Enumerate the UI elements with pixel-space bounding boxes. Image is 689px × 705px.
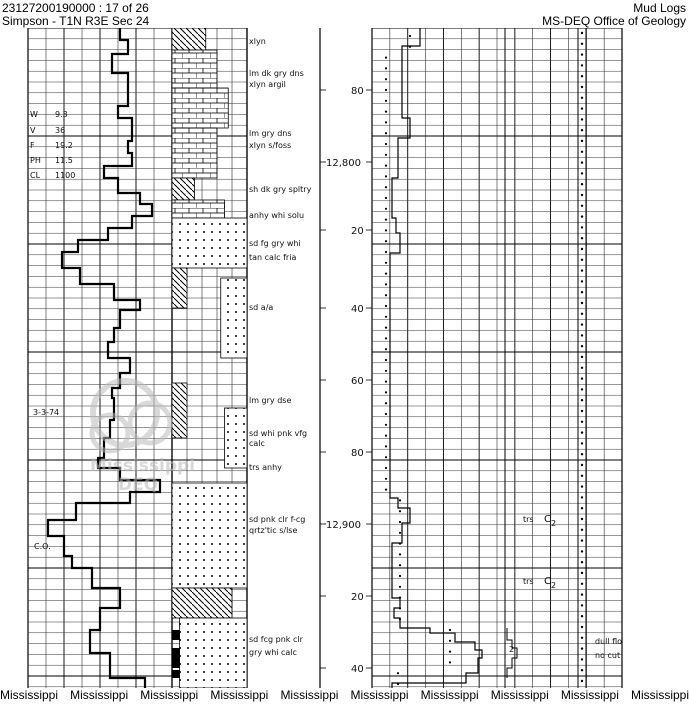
ref-dot	[581, 280, 583, 282]
ref-dot	[581, 561, 583, 563]
gas-annotation-subscript: 2	[551, 519, 557, 528]
lithology-description: tan calc fria	[249, 253, 297, 262]
footer-watermark: Mississippi	[560, 688, 619, 702]
lithology-hatch	[172, 383, 187, 438]
ref-dot	[581, 626, 583, 628]
mud-prop-value: 19.2	[55, 141, 73, 150]
footer-watermark: Mississippi	[630, 688, 689, 702]
mud-prop-value: 9.3	[55, 110, 68, 119]
gas-dot	[385, 57, 387, 59]
footer-watermark: Mississippi	[140, 688, 199, 702]
log-labels	[30, 37, 622, 675]
ref-dot	[581, 313, 583, 315]
gas-dot	[385, 467, 387, 469]
cut-note: no cut	[595, 651, 621, 660]
ref-dot	[581, 593, 583, 595]
depth-label: 60	[351, 376, 364, 387]
lithology-dots	[172, 483, 247, 588]
ref-dot	[581, 345, 583, 347]
ref-dot	[581, 399, 583, 401]
gas-dot	[385, 197, 387, 199]
gas-dot	[399, 532, 401, 534]
ref-dot	[581, 496, 583, 498]
ref-dot	[581, 86, 583, 88]
mud-prop-key: CL	[30, 171, 41, 180]
gas-dot	[385, 435, 387, 437]
gas-annotation-symbol: C	[544, 576, 551, 587]
ref-dot	[581, 140, 583, 142]
lithology-description: lm dk gry dns	[249, 69, 304, 78]
ref-dot	[581, 539, 583, 541]
gas-dot	[385, 89, 387, 91]
ref-dot	[581, 151, 583, 153]
gas-dot	[385, 251, 387, 253]
total-gas-curve	[390, 28, 482, 688]
circulate-out-note: C.O.	[34, 542, 51, 551]
lithology-description: sd fg gry whi	[249, 239, 301, 248]
gas-dot	[385, 283, 387, 285]
ref-dot	[581, 680, 583, 682]
ref-dot	[581, 107, 583, 109]
lithology-description: sd pnk clr f-cg	[249, 515, 306, 524]
ref-dot	[581, 194, 583, 196]
footer-watermark: Mississippi	[490, 688, 549, 702]
gas-dot	[385, 294, 387, 296]
mud-prop-value: 11.5	[55, 156, 73, 165]
gas-dot	[385, 478, 387, 480]
gas-dot	[385, 370, 387, 372]
gas-dot	[385, 78, 387, 80]
ref-dot	[581, 334, 583, 336]
ref-dot	[581, 205, 583, 207]
ref-dot	[581, 172, 583, 174]
gas-dot	[385, 402, 387, 404]
lithology-description: sd fcg pnk clr	[249, 635, 303, 644]
watermark-line1: Mississippi	[90, 456, 196, 476]
gas-dot	[399, 521, 401, 523]
depth-label: 12,800	[326, 158, 361, 169]
gas-dot	[385, 132, 387, 134]
lithology-description: sd a/a	[249, 303, 274, 312]
gas-dot	[399, 564, 401, 566]
footer-watermark: Mississippi	[350, 688, 409, 702]
gas-dot	[399, 597, 401, 599]
gas-dot	[449, 651, 451, 653]
ref-dot	[581, 507, 583, 509]
ref-dot	[581, 669, 583, 671]
gas-dot	[449, 640, 451, 642]
agency: MS-DEQ Office of Geology	[542, 14, 686, 28]
ref-dot	[581, 615, 583, 617]
ref-dot	[581, 237, 583, 239]
ref-dot	[581, 583, 583, 585]
lithology-hatch	[172, 588, 232, 618]
gas-dot	[385, 327, 387, 329]
lithology-dots	[180, 618, 248, 688]
ref-dot	[581, 259, 583, 261]
depth-label: 80	[351, 448, 364, 459]
gas-dot	[385, 143, 387, 145]
ref-dot	[581, 53, 583, 55]
gas-dot	[399, 510, 401, 512]
footer-watermark: Mississippi	[420, 688, 479, 702]
ref-dot	[581, 464, 583, 466]
gas-dot	[397, 672, 399, 674]
depth-label: 12,900	[326, 520, 361, 531]
lithology-brick	[172, 128, 217, 178]
lithology-black	[172, 630, 180, 640]
lithology-description: xlyn argil	[249, 80, 286, 89]
ref-dot	[581, 32, 583, 34]
ref-dot	[581, 377, 583, 379]
depth-label: 20	[351, 226, 364, 237]
lithology-description: xlyn	[249, 37, 266, 46]
ref-dot	[581, 442, 583, 444]
mud-log-chart	[0, 28, 689, 688]
lithology-dots	[172, 218, 247, 268]
mud-prop-key: F	[30, 141, 35, 150]
gas-annotation-subscript: 2	[551, 581, 557, 590]
depth-label: 40	[351, 304, 364, 315]
gas-dot	[385, 121, 387, 123]
gas-dot	[409, 46, 411, 48]
gas-annotation-symbol: C	[544, 514, 551, 525]
lithology-brick	[172, 88, 228, 128]
gas-dot	[385, 316, 387, 318]
ref-dot	[581, 518, 583, 520]
gas-dot	[399, 543, 401, 545]
lithology-description: sd whi pnk vfg	[249, 429, 308, 438]
ref-dot	[581, 226, 583, 228]
lithology-description: trs anhy	[249, 463, 282, 472]
lithology-hatch	[172, 28, 206, 50]
gas-dot	[385, 67, 387, 69]
ref-dot	[581, 356, 583, 358]
footer-watermark: Mississippi	[0, 688, 59, 702]
gas-dot	[449, 661, 451, 663]
gas-dot	[385, 391, 387, 393]
footer-watermark-row	[0, 688, 689, 705]
lithology-description: gry whi calc	[249, 648, 297, 657]
mud-prop-value: 1100	[55, 171, 76, 180]
well-location: Simpson - T1N R3E Sec 24	[2, 14, 150, 28]
gas-dot	[385, 154, 387, 156]
ref-dot	[581, 475, 583, 477]
ref-dot	[581, 658, 583, 660]
gas-dot	[385, 240, 387, 242]
lithology-black	[172, 648, 180, 668]
gas-dot	[385, 175, 387, 177]
lithology-description: calc	[249, 439, 265, 448]
ref-dot	[581, 161, 583, 163]
gas-dot	[385, 111, 387, 113]
gas-dot	[385, 208, 387, 210]
gas-dot	[449, 629, 451, 631]
ref-dot	[581, 291, 583, 293]
gas-dot	[385, 219, 387, 221]
lithology-description: lm gry dns	[249, 129, 292, 138]
lithology-description: anhy whi solu	[249, 211, 305, 220]
log-marks	[48, 28, 583, 688]
gas-dot	[397, 683, 399, 685]
gas-dot	[385, 262, 387, 264]
gas-dot	[399, 553, 401, 555]
ref-dot	[581, 323, 583, 325]
lithology-description: qrtz'tic s/lse	[249, 526, 298, 535]
footer-watermark: Mississippi	[210, 688, 269, 702]
lithology-black	[172, 670, 180, 678]
ref-dot	[581, 453, 583, 455]
gas-dot	[385, 305, 387, 307]
ref-dot	[581, 421, 583, 423]
depth-label: 20	[351, 592, 364, 603]
ref-dot	[581, 431, 583, 433]
ref-dot	[581, 64, 583, 66]
lithology-hatch	[172, 268, 187, 308]
gas-dot	[385, 381, 387, 383]
mud-prop-value: 36	[55, 126, 66, 135]
footer-watermark: Mississippi	[280, 688, 339, 702]
ref-dot	[581, 604, 583, 606]
gas-dot	[399, 586, 401, 588]
gas-dot	[385, 348, 387, 350]
gas-dot	[385, 445, 387, 447]
mud-prop-key: V	[30, 126, 36, 135]
footer-watermark: Mississippi	[70, 688, 129, 702]
ref-dot	[581, 43, 583, 45]
ref-dot	[581, 388, 583, 390]
gas-dot	[385, 424, 387, 426]
gas-dot	[409, 35, 411, 37]
lithology-brick	[172, 50, 217, 88]
gas-dot	[385, 273, 387, 275]
gas-dot	[385, 456, 387, 458]
gas-dot	[399, 618, 401, 620]
ref-dot	[581, 529, 583, 531]
depth-label: 40	[351, 664, 364, 675]
gas-annotation-text: trs	[523, 577, 534, 586]
ref-dot	[581, 637, 583, 639]
gas-dot	[385, 229, 387, 231]
gas-dot	[385, 100, 387, 102]
gas-dot	[385, 413, 387, 415]
ref-dot	[581, 410, 583, 412]
ref-dot	[581, 485, 583, 487]
lithology-description: lm gry dse	[249, 396, 292, 405]
lithology-brick	[172, 200, 225, 218]
lithology-dots	[221, 278, 247, 358]
mud-prop-key: W	[30, 110, 38, 119]
gas-dot	[385, 337, 387, 339]
ref-dot	[581, 269, 583, 271]
depth-label: 80	[351, 86, 364, 97]
log-type: Mud Logs	[633, 1, 686, 15]
gas-dot	[385, 165, 387, 167]
ref-dot	[581, 183, 583, 185]
log-date: 3-3-74	[33, 408, 60, 417]
ref-dot	[581, 647, 583, 649]
lithology-dots	[225, 408, 248, 468]
ref-dot	[581, 302, 583, 304]
gas-dot	[385, 186, 387, 188]
ref-dot	[581, 572, 583, 574]
document-id: 23127200190000 : 17 of 26	[2, 1, 149, 15]
ref-dot	[581, 367, 583, 369]
lithology-hatch	[172, 178, 195, 200]
gas-dot	[399, 575, 401, 577]
show-number: 2	[509, 645, 515, 654]
gas-dot	[399, 607, 401, 609]
mud-prop-key: PH	[30, 156, 41, 165]
ref-dot	[581, 118, 583, 120]
gas-annotation-text: trs	[523, 515, 534, 524]
gas-dot	[399, 499, 401, 501]
watermark-line2: DEQ	[118, 475, 159, 495]
gas-dot	[385, 489, 387, 491]
lithology-description: xlyn s/foss	[249, 141, 292, 150]
ref-dot	[581, 129, 583, 131]
lithology-description: sh dk gry spltry	[249, 185, 312, 194]
ref-dot	[581, 550, 583, 552]
gas-dot	[385, 359, 387, 361]
ref-dot	[581, 97, 583, 99]
ref-dot	[581, 75, 583, 77]
ref-dot	[581, 248, 583, 250]
ref-dot	[581, 215, 583, 217]
fluorescence-note: dull flo	[595, 637, 623, 646]
